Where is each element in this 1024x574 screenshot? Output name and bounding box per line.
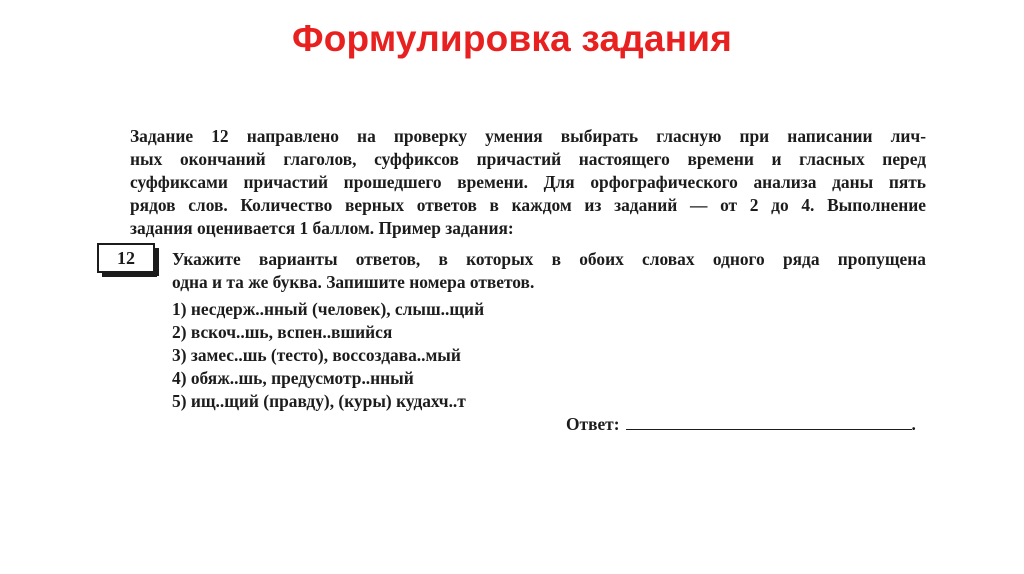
intro-line: задания оценивается 1 баллом. Пример задания: (130, 218, 514, 238)
answer-options (172, 298, 484, 413)
option-item-3: 3) замес..шь (тесто), воссоздава..мый (172, 345, 461, 365)
option-item-2: 2) вскоч..шь, вспен..вшийся (172, 322, 393, 342)
intro-line: Задание 12 направлено на проверку умения выбирать гласную при написании лич- (130, 126, 926, 146)
option-item-1: 1) несдерж..нный (человек), слыш..щий (172, 299, 485, 319)
answer-label: Ответ: (566, 414, 620, 434)
answer-blank-line (626, 413, 912, 430)
question-line: одна и та же буква. Запишите номера ответов. (172, 272, 535, 292)
task-number: 12 (117, 247, 135, 268)
option-item-4: 4) обяж..шь, предусмотр..нный (172, 368, 414, 388)
intro-line: суффиксами причастий прошедшего времени. Для орфографического анализа даны пять (130, 172, 926, 192)
intro-line: ных окончаний глаголов, суффиксов причастий настоящего времени и гласных перед (130, 149, 926, 169)
answer-row (566, 413, 916, 436)
task-number-box (97, 243, 155, 273)
question-line: Укажите варианты ответов, в которых в обоих словах одного ряда пропущена (172, 249, 926, 269)
intro-paragraph (130, 125, 926, 240)
answer-end-mark: . (911, 414, 916, 434)
option-item-5: 5) ищ..щий (правду), (куры) кудахч..т (172, 391, 466, 411)
task-question (172, 248, 926, 294)
intro-line: рядов слов. Количество верных ответов в каждом из заданий — от 2 до 4. Выполнение (130, 195, 926, 215)
slide-title: Формулировка задания (291, 18, 733, 59)
